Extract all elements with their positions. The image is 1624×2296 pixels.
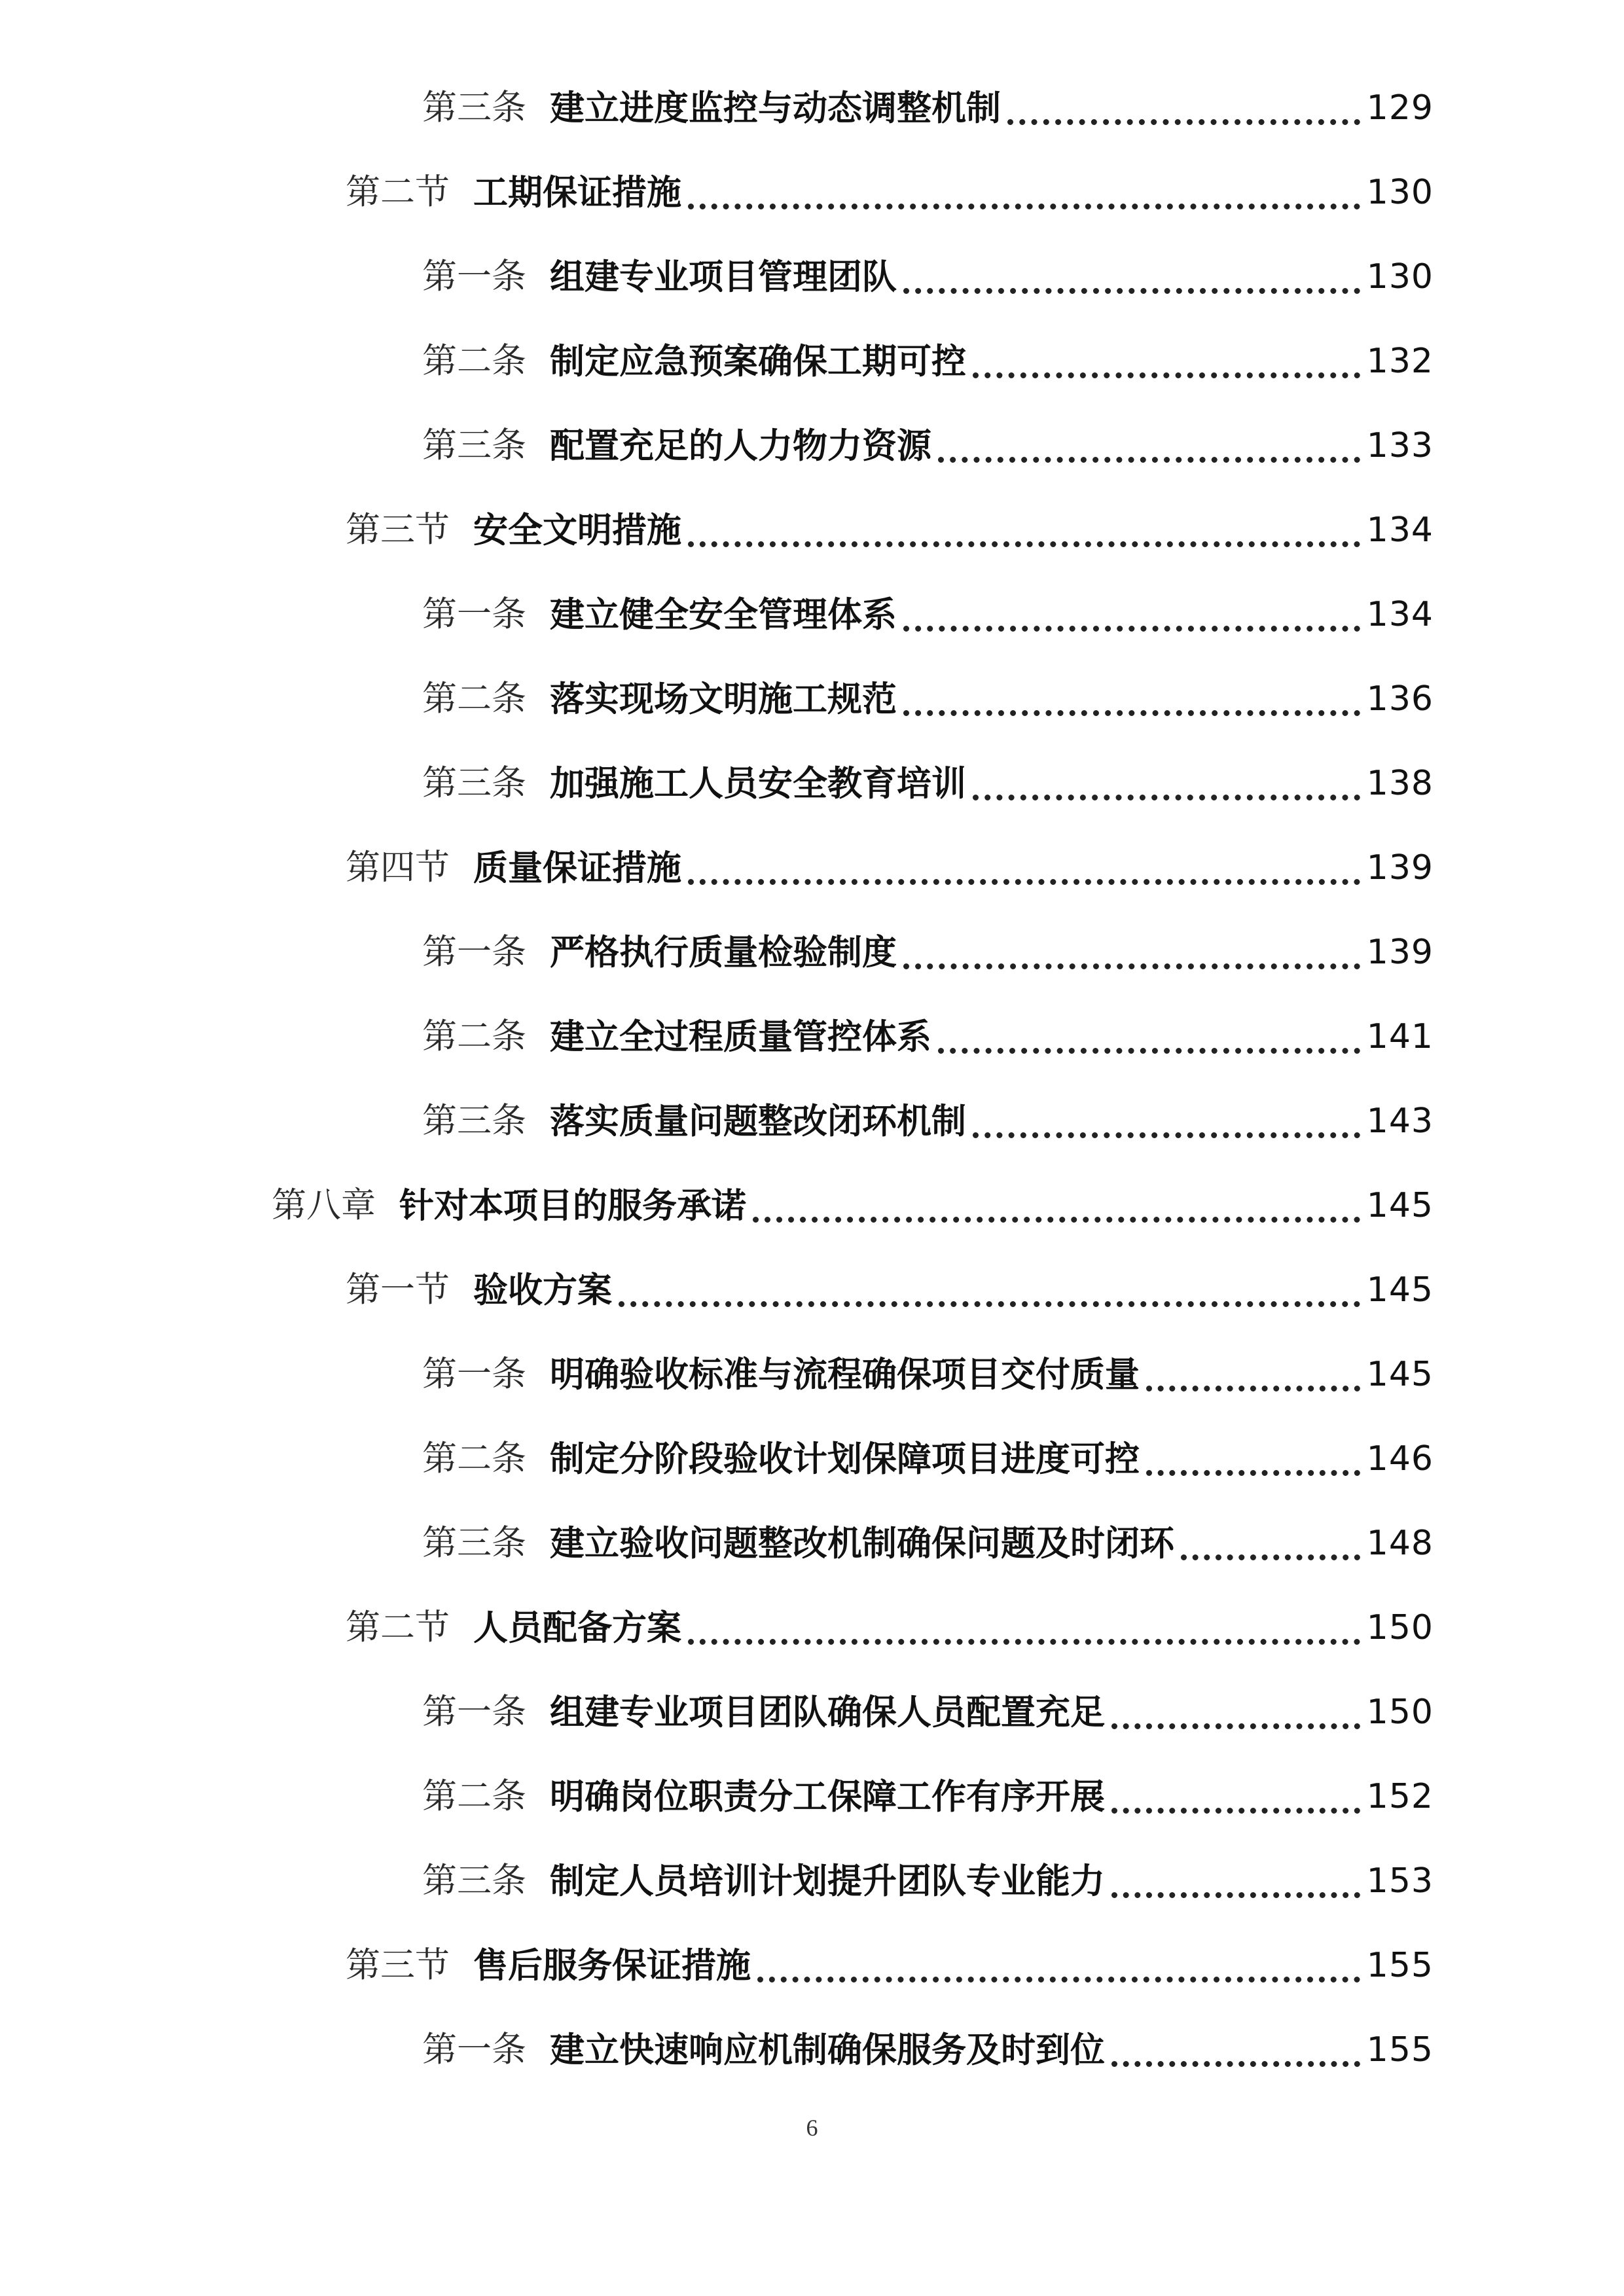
toc-entry-prefix: 第三条 [422,763,526,803]
toc-entry-title: 组建专业项目管理团队 [550,257,897,297]
toc-entry-title: 人员配备方案 [473,1607,681,1648]
toc-dot-leader [619,1301,1360,1307]
toc-entry[interactable] [272,1173,1434,1232]
toc-dot-leader [1181,1554,1360,1560]
toc-entry-page-number: 146 [1366,1439,1434,1479]
toc-entry[interactable] [346,497,1434,556]
toc-entry-title: 针对本项目的服务承诺 [399,1185,746,1226]
toc-entry-title: 组建专业项目团队确保人员配置充足 [550,1692,1105,1732]
toc-entry-page-number: 145 [1366,1355,1434,1394]
toc-dot-leader [688,1639,1360,1645]
toc-entry-prefix: 第一条 [422,2030,526,2070]
toc-entry[interactable] [422,413,1434,472]
toc-entry[interactable] [422,1848,1434,1907]
toc-dot-leader [973,795,1360,800]
toc-dot-leader [688,879,1360,885]
toc-entry-page-number: 134 [1366,511,1434,550]
toc-entry-page-number: 139 [1366,848,1434,888]
toc-entry[interactable] [422,329,1434,387]
toc-entry[interactable] [422,2017,1434,2076]
toc-entry-page-number: 129 [1366,88,1434,128]
toc-entry-title: 安全文明措施 [473,510,681,550]
toc-entry-title: 建立进度监控与动态调整机制 [550,88,1001,128]
toc-dot-leader [938,457,1360,463]
toc-dot-leader [973,372,1360,378]
page-number: 6 [806,2115,818,2141]
toc-entry-title: 建立健全安全管理体系 [550,594,897,635]
toc-entry[interactable] [346,160,1434,219]
toc-entry-title: 落实现场文明施工规范 [550,679,897,719]
toc-dot-leader [903,963,1360,969]
toc-entry-page-number: 150 [1366,1693,1434,1732]
toc-entry-prefix: 第二条 [422,341,526,381]
toc-dot-leader [757,1977,1360,1982]
toc-entry[interactable] [422,1004,1434,1063]
toc-entry-page-number: 139 [1366,933,1434,972]
toc-entry-page-number: 145 [1366,1186,1434,1225]
toc-dot-leader [688,541,1360,547]
toc-dot-leader [1007,119,1360,125]
toc-entry-prefix: 第一条 [422,257,526,296]
toc-entry-prefix: 第二条 [422,1439,526,1479]
toc-dot-leader [903,626,1360,632]
toc-entry[interactable] [346,1257,1434,1316]
toc-entry-prefix: 第三条 [422,1861,526,1901]
toc-entry[interactable] [422,244,1434,303]
toc-entry-title: 建立快速响应机制确保服务及时到位 [550,2030,1105,2070]
toc-entry-prefix: 第三节 [346,1945,450,1985]
toc-entry[interactable] [422,1088,1434,1147]
toc-entry-prefix: 第一条 [422,594,526,634]
toc-entry[interactable] [422,1764,1434,1823]
toc-dot-leader [973,1132,1360,1138]
toc-entry-prefix: 第一节 [346,1270,450,1310]
toc-dot-leader [1111,1723,1360,1729]
toc-dot-leader [1146,1386,1360,1391]
toc-entry-prefix: 第四节 [346,848,450,888]
toc-entry[interactable] [346,1933,1434,1992]
toc-dot-leader [903,710,1360,716]
toc-entry-page-number: 148 [1366,1524,1434,1563]
toc-entry[interactable] [422,751,1434,810]
toc-dot-leader [1111,1808,1360,1814]
toc-entry-title: 严格执行质量检验制度 [550,932,897,973]
toc-entry-prefix: 第三条 [422,1523,526,1563]
toc-entry[interactable] [422,1679,1434,1738]
toc-entry[interactable] [422,582,1434,641]
toc-dot-leader [1146,1470,1360,1476]
toc-entry-page-number: 132 [1366,342,1434,381]
toc-entry-title: 明确验收标准与流程确保项目交付质量 [550,1354,1140,1395]
toc-entry-title: 验收方案 [473,1270,612,1310]
toc-entry-prefix: 第二条 [422,1776,526,1816]
toc-entry-title: 质量保证措施 [473,848,681,888]
toc-entry-title: 落实质量问题整改闭环机制 [550,1101,966,1141]
toc-entry-prefix: 第一条 [422,932,526,972]
toc-entry-title: 建立验收问题整改机制确保问题及时闭环 [550,1523,1174,1564]
toc-entry-page-number: 152 [1366,1777,1434,1816]
toc-entry-title: 制定应急预案确保工期可控 [550,341,966,382]
toc-entry-page-number: 130 [1366,257,1434,296]
toc-entry-title: 制定人员培训计划提升团队专业能力 [550,1861,1105,1901]
toc-entry-page-number: 143 [1366,1102,1434,1141]
toc-entry-page-number: 134 [1366,595,1434,634]
toc-entry[interactable] [422,666,1434,725]
toc-entry-page-number: 153 [1366,1861,1434,1901]
toc-entry-prefix: 第二节 [346,1607,450,1647]
toc-entry[interactable] [422,1426,1434,1485]
toc-dot-leader [1111,2061,1360,2067]
toc-entry-page-number: 150 [1366,1608,1434,1647]
toc-entry-title: 加强施工人员安全教育培训 [550,763,966,804]
toc-entry-title: 配置充足的人力物力资源 [550,425,931,466]
toc-entry[interactable] [422,1511,1434,1570]
toc-entry-page-number: 155 [1366,2030,1434,2070]
toc-entry-prefix: 第八章 [272,1185,376,1225]
toc-entry-prefix: 第一条 [422,1692,526,1732]
toc-entry-page-number: 145 [1366,1270,1434,1310]
toc-entry-prefix: 第一条 [422,1354,526,1394]
toc-entry-page-number: 155 [1366,1946,1434,1985]
toc-entry-title: 建立全过程质量管控体系 [550,1016,931,1057]
toc-entry[interactable] [422,75,1434,134]
toc-entry[interactable] [346,1595,1434,1654]
toc-entry-prefix: 第三条 [422,1101,526,1141]
toc-entry-page-number: 133 [1366,426,1434,465]
toc-entry[interactable] [346,835,1434,894]
toc-entry-page-number: 130 [1366,173,1434,212]
toc-entry-title: 售后服务保证措施 [473,1945,751,1986]
toc-entry-page-number: 138 [1366,764,1434,803]
toc-dot-leader [688,204,1360,209]
toc-entry-prefix: 第三条 [422,88,526,128]
toc-entry-title: 工期保证措施 [473,172,681,213]
toc-entry-title: 制定分阶段验收计划保障项目进度可控 [550,1439,1140,1479]
toc-entry-title: 明确岗位职责分工保障工作有序开展 [550,1776,1105,1817]
toc-dot-leader [1111,1892,1360,1898]
toc-entry-page-number: 141 [1366,1017,1434,1056]
toc-entry-prefix: 第三节 [346,510,450,550]
toc-entry[interactable] [422,1342,1434,1401]
toc-entry-prefix: 第二条 [422,679,526,719]
toc-entry-prefix: 第三条 [422,425,526,465]
toc-entry-prefix: 第二节 [346,172,450,212]
toc-dot-leader [753,1217,1360,1223]
toc-dot-leader [903,288,1360,294]
toc-entry-page-number: 136 [1366,679,1434,719]
toc-entry[interactable] [422,920,1434,978]
toc-entry-prefix: 第二条 [422,1016,526,1056]
toc-dot-leader [938,1048,1360,1054]
